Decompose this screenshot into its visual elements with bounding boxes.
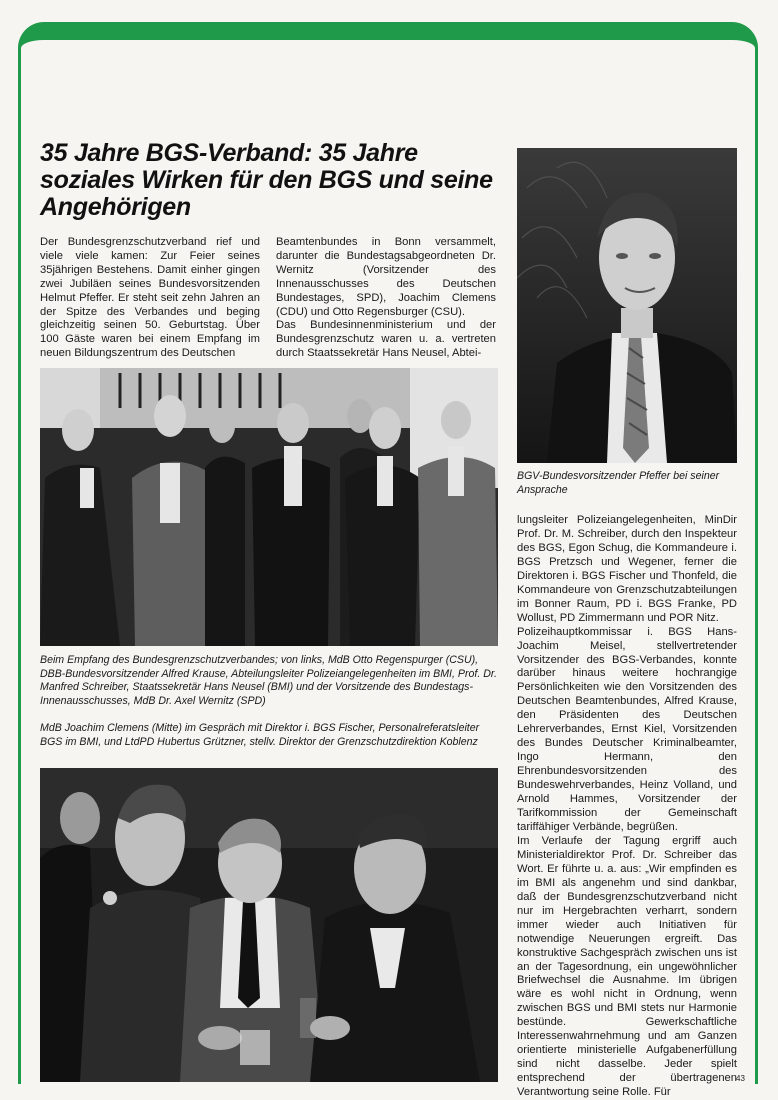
text-column-1 bbox=[40, 236, 260, 361]
portrait-photo bbox=[517, 148, 737, 463]
group-photo bbox=[40, 368, 498, 646]
paragraph: lungsleiter Polizeiangelegenheiten, MinDir Prof. Dr. M. Schreiber, durch den Inspekteur des BGS, Egon Schug, die Kommandeure i. BGS Pretzsch und Wegener, ferner die Direktoren i. BGS Fischer und Thonfeld, die Kommandeure von Grenzschutzabteilungen im Bonner Raum, PD i. BGS Franke, PD Wollust, PD Zimmermann und POR Nitz. bbox=[517, 514, 737, 624]
paragraph: Im Verlaufe der Tagung ergriff auch Ministerialdirektor Prof. Dr. Schreiber das Wort. Er führte u. a. aus: „Wir empfinden es im BMI als angenehm und sind dankbar, daß der Bundesgrenzschutzverband nicht nur im Hergebrachten verharrt, sondern immer wieder auch Initiativen für notwendige Neuerungen ergreift. Das konstruktive Sachgespräch zwischen uns ist an der Tagesordnung, ein ungewöhnlicher Briefwechsel die Ausnahme. Im übrigen wäre es wohl nicht in Ordnung, wenn zwischen BGS und BMI stets nur Harmonie bestünde. Gewerkschaftliche Interessenwahrnehmung und am Ganzen orientierte ministerielle Aufgabenerfüllung sind nicht dasselbe. Jeder spielt entsprechend der übertragenen Verantwortung seine Rolle. Für bbox=[517, 834, 737, 1099]
conversation-photo bbox=[40, 768, 498, 1082]
conversation-photo-image bbox=[40, 768, 498, 1082]
portrait-caption: BGV-Bundesvorsitzender Pfeffer bei seiner Ansprache bbox=[517, 470, 720, 496]
portrait-photo-image bbox=[517, 148, 737, 463]
group-photo-caption: Beim Empfang des Bundesgrenzschutzverbandes; von links, MdB Otto Regenspurger (CSU), DBB-Bundesvorsitzender Alfred Krause, Abteilungsleiter Polizeiangelegenheiten im BMI, Prof. Dr. Manfred Schreiber, Staatssekretär Hans Neusel (BMI) und der Vorsitzende des Bundestags-Innenausschusses, MdB Dr. Axel Wernitz (SPD) bbox=[40, 654, 497, 707]
group-photo-image bbox=[40, 368, 498, 646]
text-column-2 bbox=[276, 236, 496, 361]
page-number: 43 bbox=[736, 1074, 745, 1083]
paragraph: Polizeihauptkommissar i. BGS Hans-Joachim Meisel, stellvertretender Vorsitzender des BGS-Verbandes, konnte darüber hinaus weitere hochrangige Persönlichkeiten wie den Vorsitzenden des Deutschen Beamtenbundes, Alfred Krause, den Präsidenten des Deutschen Lehrerverbandes, Ernst Kiel, Vorsitzenden des Bundes Deutscher Kriminalbeamter, Ingo Hermann, den Ehrenbundesvorsitzenden des Bundeswehrverbandes, Heinz Volland, und Arnold Hammes, Vorsitzender der Tarifkommission der Gemeinschaft tariffähiger Verbände, begrüßen. bbox=[517, 625, 737, 833]
paragraph: Der Bundesgrenzschutzverband rief und viele viele kamen: Zur Feier seines 35jährigen Bestehens. Damit einher gingen zwei Jubiläen seines Bundesvorsitzenden Helmut Pfeffer. Er steht seit zehn Jahren an der Spitze des Verbandes und beging gleichzeitig seinen 50. Geburtstag. Über 100 Gäste waren bei einem Empfang im neuen Bildungszentrum des Deutschen bbox=[40, 236, 260, 360]
conversation-photo-caption: MdB Joachim Clemens (Mitte) im Gespräch mit Direktor i. BGS Fischer, Personalreferatsleiter BGS im BMI, und LtdPD Hubertus Grützner, stellv. Direktor der Grenzschutzdirektion Koblenz bbox=[40, 722, 480, 748]
paragraph: Beamtenbundes in Bonn versammelt, darunter die Bundestagsabgeordneten Dr. Wernitz (Vorsitzender des Innenausschusses des Deutschen Bundestages, SPD), Joachim Clemens (CDU) und Otto Regensburger (CSU). bbox=[276, 236, 496, 318]
text-column-3 bbox=[517, 514, 737, 1100]
paragraph: Das Bundesinnenministerium und der Bundesgrenzschutz waren u. a. vertreten durch Staatssekretär Hans Neusel, Abtei- bbox=[276, 319, 496, 360]
article-headline: 35 Jahre BGS-Verband: 35 Jahre soziales Wirken für den BGS und seine Angehörigen bbox=[40, 139, 493, 221]
